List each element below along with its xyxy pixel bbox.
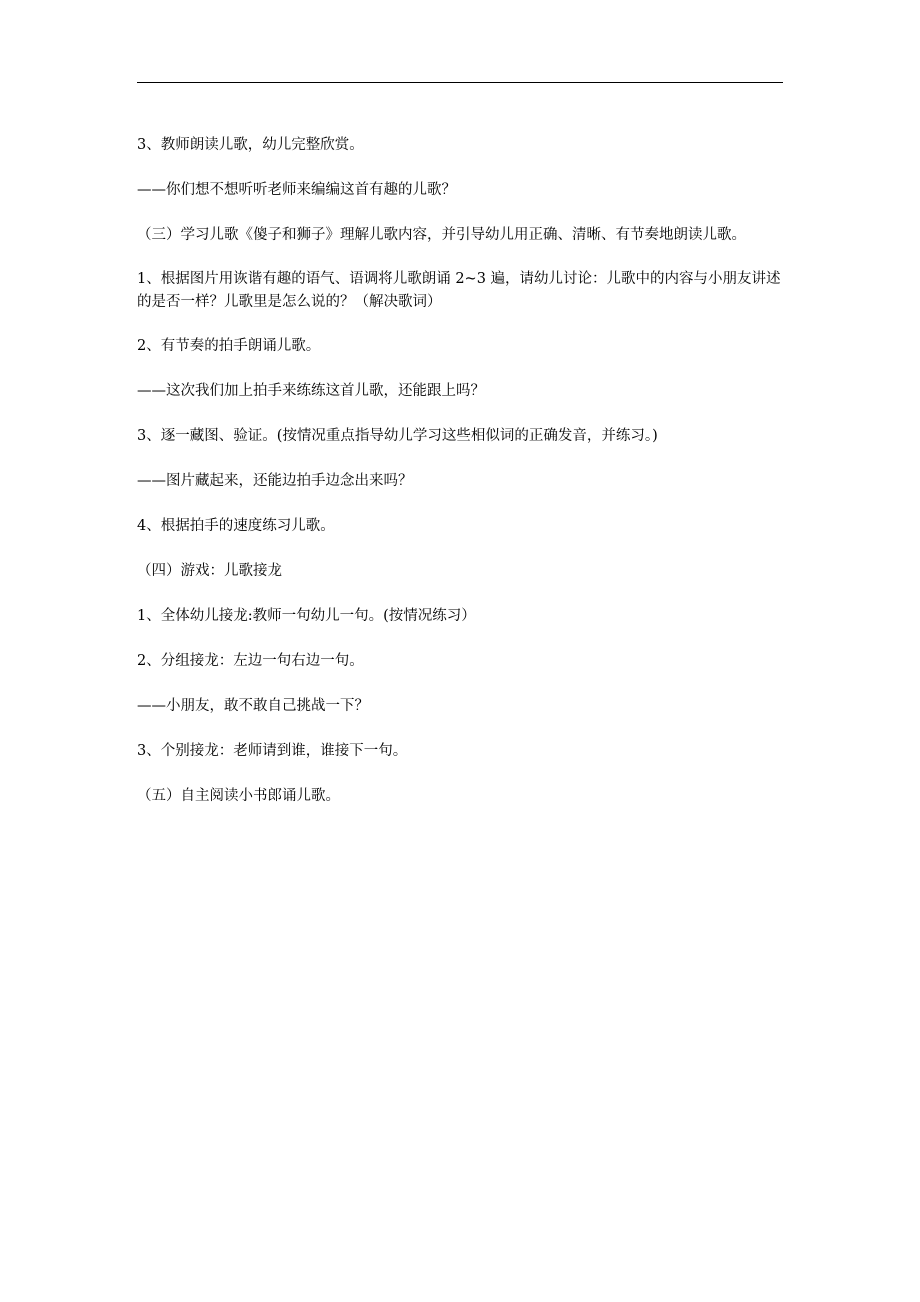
document-body xyxy=(137,134,787,830)
header-rule xyxy=(137,82,783,83)
section-heading-5: （五）自主阅读小书郎诵儿歌。 xyxy=(137,788,340,804)
paragraph-step-3-hide-images: 3、逐一藏图、验证。(按情况重点指导幼儿学习这些相似词的正确发音，并练习。) xyxy=(137,428,658,444)
paragraph-question-listen: ——你们想不想听听老师来编编这首有趣的儿歌？ xyxy=(137,182,456,198)
paragraph-step-4-speed: 4、根据拍手的速度练习儿歌。 xyxy=(137,518,335,534)
paragraph-step-1-recite: 1、根据图片用诙谐有趣的语气、语调将儿歌朗诵 2~3 遍，请幼儿讨论：儿歌中的内容与小朋友讲述的是否一样？儿歌里是怎么说的？（解决歌词） xyxy=(137,271,781,310)
paragraph-step-2-clap: 2、有节奏的拍手朗诵儿歌。 xyxy=(137,338,321,354)
paragraph-question-challenge: ——小朋友，敢不敢自己挑战一下？ xyxy=(137,698,369,714)
paragraph-question-clap: ——这次我们加上拍手来练练这首儿歌，还能跟上吗？ xyxy=(137,383,485,399)
section-heading-3: （三）学习儿歌《傻子和狮子》理解儿歌内容，并引导幼儿用正确、清晰、有节奏地朗读儿歌。 xyxy=(137,227,746,243)
paragraph-game-step-1: 1、全体幼儿接龙:教师一句幼儿一句。(按情况练习） xyxy=(137,608,476,624)
section-heading-4: （四）游戏：儿歌接龙 xyxy=(137,563,282,579)
paragraph-step-3-teacher-reads: 3、教师朗读儿歌，幼儿完整欣赏。 xyxy=(137,137,364,153)
paragraph-game-step-3: 3、个别接龙：老师请到谁，谁接下一句。 xyxy=(137,743,408,759)
paragraph-game-step-2: 2、分组接龙：左边一句右边一句。 xyxy=(137,653,364,669)
paragraph-question-hidden: ——图片藏起来，还能边拍手边念出来吗？ xyxy=(137,473,413,489)
